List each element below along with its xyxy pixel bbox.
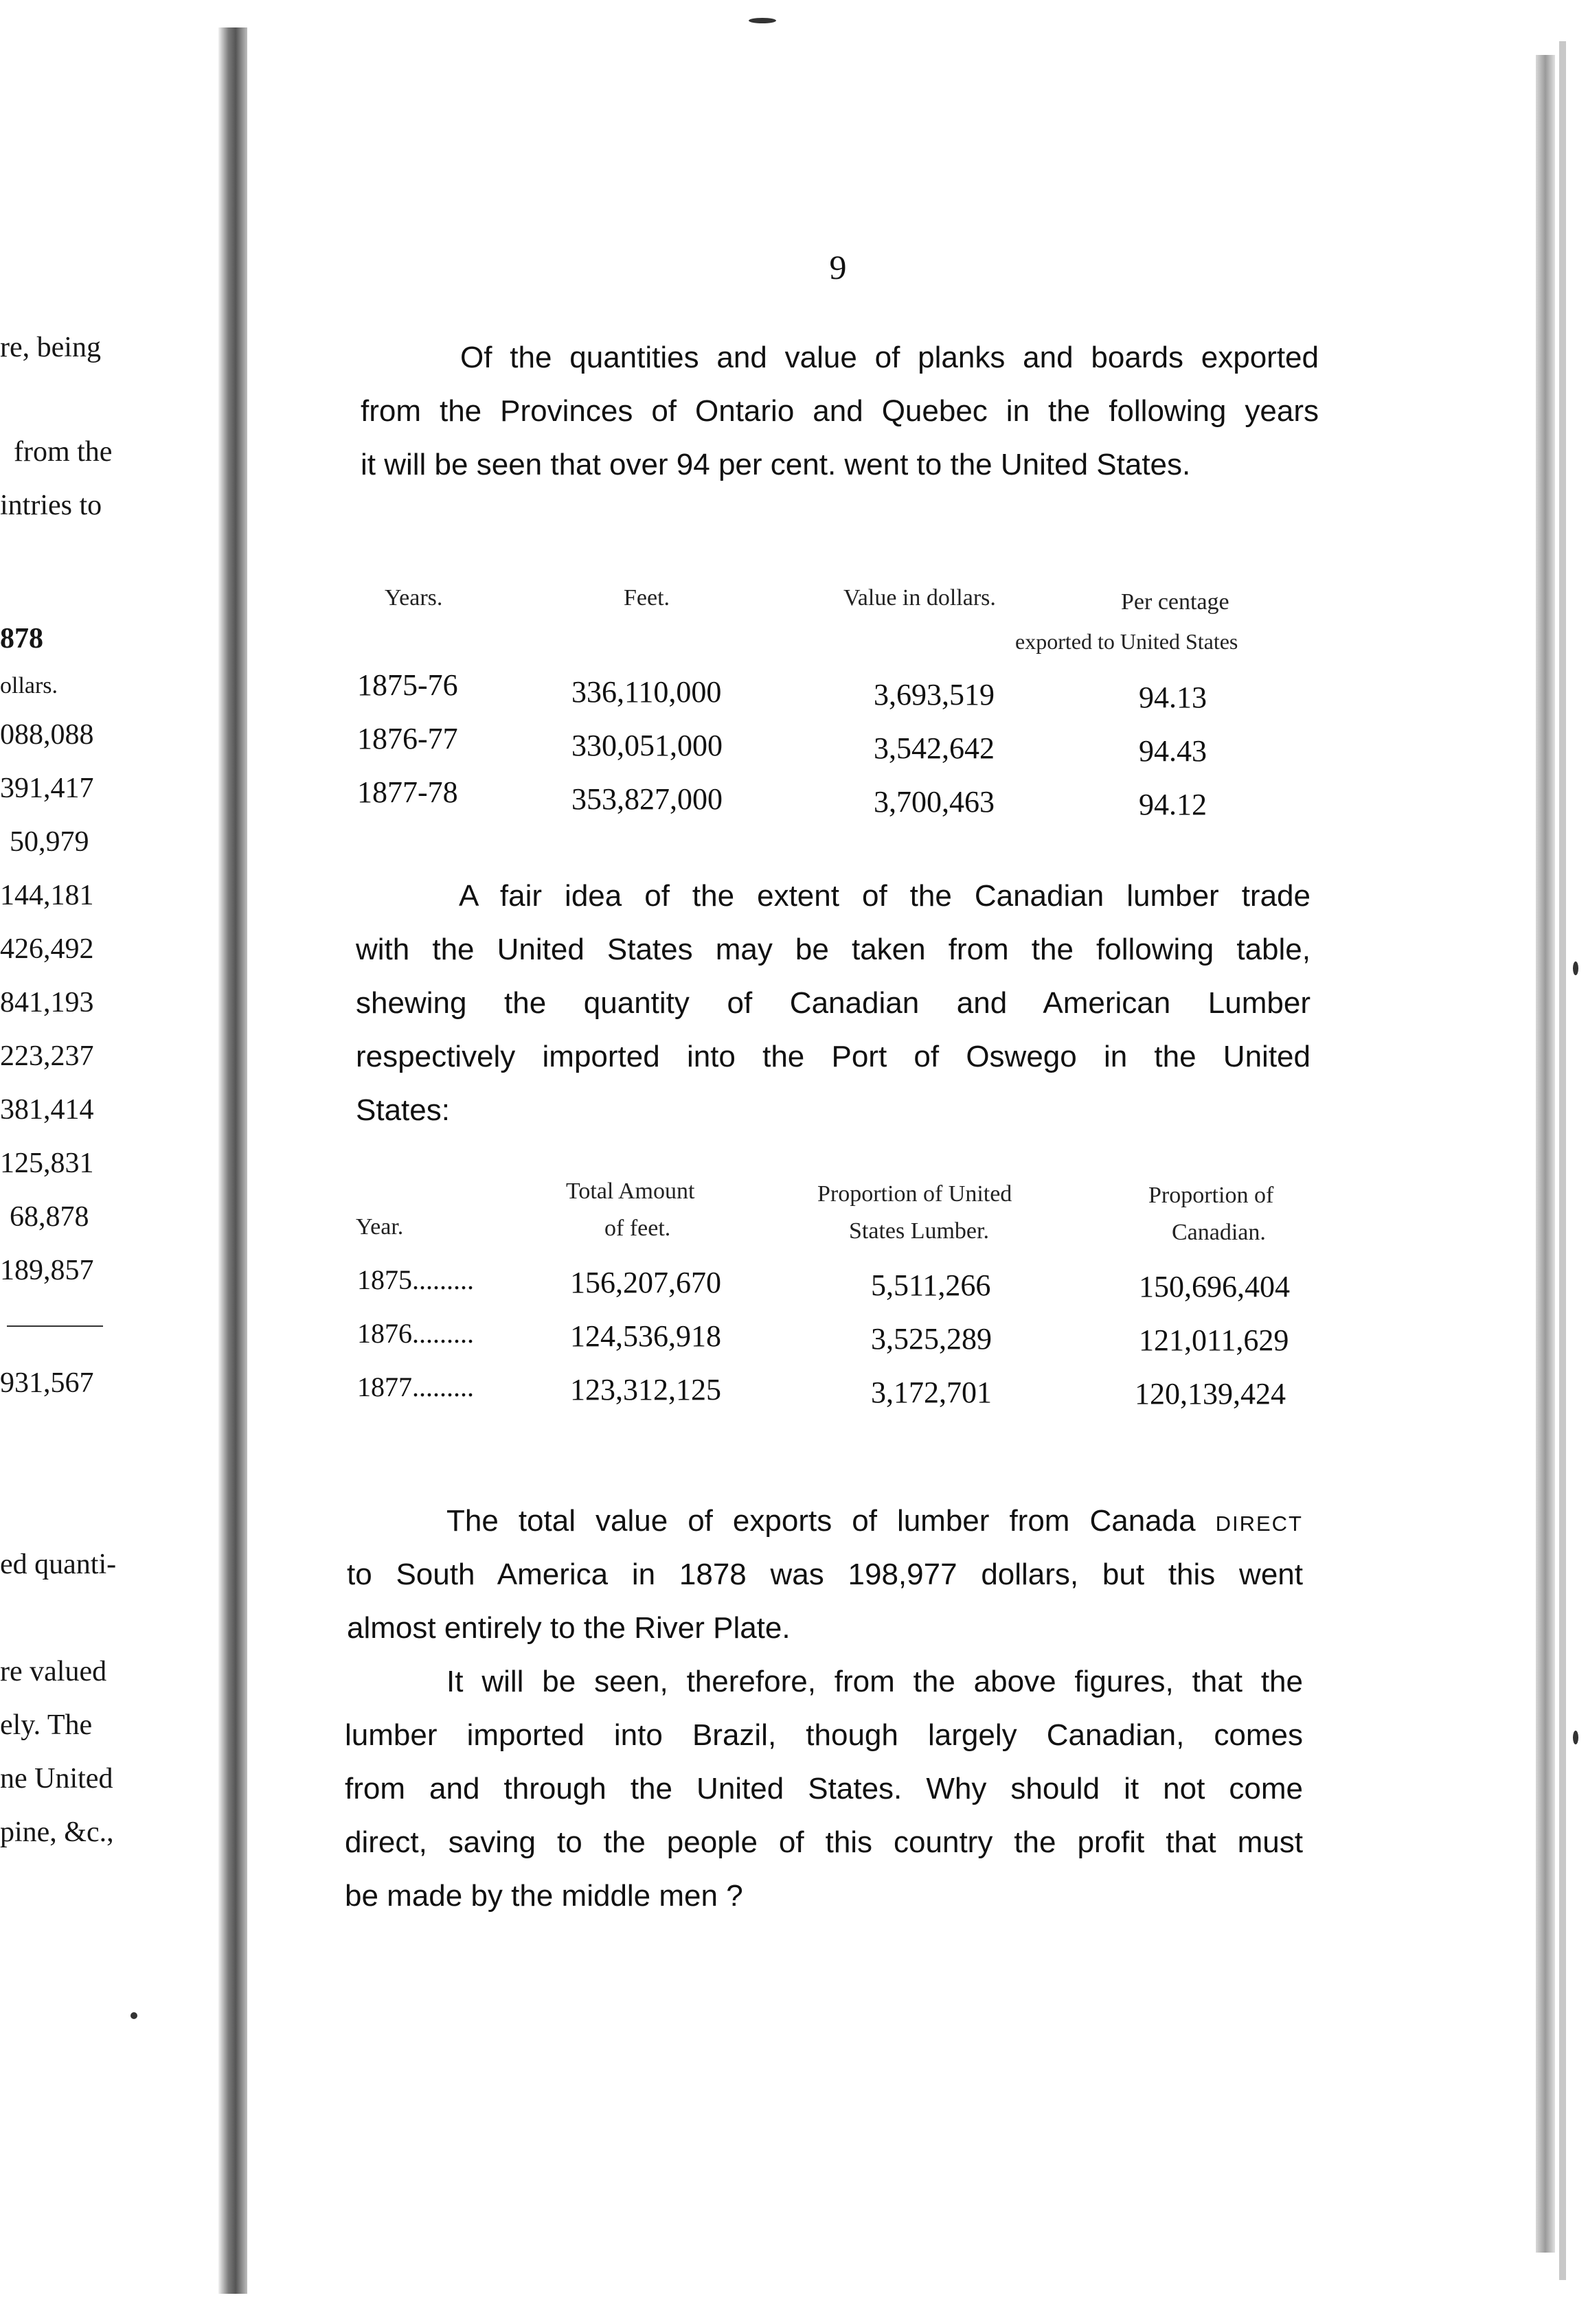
table2-total: 124,536,918 bbox=[570, 1319, 721, 1353]
table1-percent: 94.43 bbox=[1139, 734, 1207, 768]
left-fragment: ely. The bbox=[0, 1709, 93, 1741]
left-fragment: intries to bbox=[0, 490, 102, 521]
left-fragment: 381,414 bbox=[0, 1094, 94, 1126]
table2-canadian: 120,139,424 bbox=[1135, 1377, 1286, 1411]
paragraph-line: direct, saving to the people of this country the profit that must bbox=[345, 1825, 1303, 1859]
left-sum-rule bbox=[7, 1325, 103, 1327]
table1-year: 1877-78 bbox=[357, 775, 458, 809]
table2-us: 5,511,266 bbox=[871, 1268, 991, 1302]
left-fragment: 878 bbox=[0, 623, 43, 654]
table1-year: 1876-77 bbox=[357, 722, 458, 755]
paragraph-line: be made by the middle men ? bbox=[345, 1879, 743, 1913]
table2-year: 1876......... bbox=[357, 1318, 474, 1349]
table2-us: 3,525,289 bbox=[871, 1322, 992, 1356]
paragraph-line: respectively imported into the Port of Oswego in the United bbox=[356, 1040, 1311, 1073]
table1-header-feet: Feet. bbox=[624, 585, 670, 611]
left-fragment: 088,088 bbox=[0, 719, 94, 751]
paragraph-line: almost entirely to the River Plate. bbox=[347, 1611, 791, 1645]
brazil-paragraph bbox=[345, 1655, 1303, 1923]
line-text: The total value of exports of lumber from Canada bbox=[446, 1504, 1216, 1538]
emphasis-direct: direct bbox=[1215, 1504, 1303, 1538]
left-fragment: ne United bbox=[0, 1763, 113, 1795]
table1-feet: 353,827,000 bbox=[571, 782, 723, 816]
paragraph-line bbox=[347, 1494, 1303, 1548]
table1-percent: 94.13 bbox=[1139, 681, 1207, 714]
table2-us: 3,172,701 bbox=[871, 1376, 992, 1409]
table1-header-percentage: Per centage bbox=[1121, 589, 1229, 615]
table1-value: 3,693,519 bbox=[874, 678, 995, 711]
table2-header-canadian-sub: Canadian. bbox=[1172, 1220, 1266, 1245]
left-fragment: 841,193 bbox=[0, 987, 94, 1018]
table1-feet: 336,110,000 bbox=[571, 675, 722, 709]
paragraph-line: Of the quantities and value of planks and boards exported bbox=[460, 341, 1319, 374]
table2-header-total: Total Amount bbox=[566, 1178, 695, 1204]
table2-header-us: Proportion of United bbox=[817, 1181, 1012, 1207]
paragraph-line: A fair idea of the extent of the Canadian lumber trade bbox=[459, 879, 1311, 913]
table1-header-years: Years. bbox=[385, 585, 443, 611]
left-fragment: 125,831 bbox=[0, 1148, 94, 1179]
south-america-paragraph bbox=[347, 1494, 1303, 1655]
oswego-paragraph bbox=[356, 869, 1311, 1137]
page-edge-outer bbox=[1559, 41, 1566, 2280]
paragraph-line: from and through the United States. Why should it not come bbox=[345, 1772, 1303, 1805]
left-fragment: 68,878 bbox=[10, 1201, 89, 1233]
left-fragment: ed quanti- bbox=[0, 1549, 117, 1580]
paragraph-line: to South America in 1878 was 198,977 dollars, but this went bbox=[347, 1558, 1303, 1591]
table2-total: 156,207,670 bbox=[570, 1266, 721, 1299]
left-fragment: 391,417 bbox=[0, 773, 94, 804]
paragraph-line: States: bbox=[356, 1093, 450, 1127]
table1-value: 3,700,463 bbox=[874, 785, 995, 819]
table1-header-percentage-sub: exported to United States bbox=[1015, 629, 1238, 654]
paragraph-line: from the Provinces of Ontario and Quebec in the following years bbox=[361, 394, 1319, 428]
table2-header-total-sub: of feet. bbox=[604, 1216, 671, 1241]
table1-feet: 330,051,000 bbox=[571, 729, 723, 762]
left-fragment: ollars. bbox=[0, 673, 58, 698]
left-fragment: re, being bbox=[0, 332, 101, 363]
scan-speck bbox=[1573, 961, 1578, 975]
table2-year: 1877......... bbox=[357, 1371, 474, 1402]
book-gutter bbox=[218, 27, 247, 2294]
scan-speck bbox=[749, 18, 776, 23]
paragraph-line: it will be seen that over 94 per cent. went to the United States. bbox=[361, 448, 1191, 481]
left-fragment: 426,492 bbox=[0, 933, 94, 965]
scan-speck bbox=[1573, 1731, 1578, 1744]
left-fragment: re valued bbox=[0, 1656, 107, 1687]
table2-header-year: Year. bbox=[356, 1214, 404, 1240]
table1-header-value: Value in dollars. bbox=[843, 585, 996, 611]
left-fragment: 931,567 bbox=[0, 1367, 94, 1399]
table2-canadian: 150,696,404 bbox=[1139, 1270, 1290, 1303]
table2-year: 1875......... bbox=[357, 1264, 474, 1295]
left-fragment: 50,979 bbox=[10, 826, 89, 858]
intro-paragraph bbox=[361, 331, 1319, 492]
left-fragment: from the bbox=[14, 436, 113, 468]
left-fragment: 223,237 bbox=[0, 1040, 94, 1072]
paragraph-line: with the United States may be taken from the following table, bbox=[356, 933, 1311, 966]
left-facing-page bbox=[0, 0, 230, 2324]
paragraph-line: shewing the quantity of Canadian and American Lumber bbox=[356, 986, 1311, 1020]
table2-total: 123,312,125 bbox=[570, 1373, 721, 1406]
table1-value: 3,542,642 bbox=[874, 731, 995, 765]
table1-year: 1875-76 bbox=[357, 668, 458, 702]
table2-header-us-sub: States Lumber. bbox=[849, 1218, 989, 1244]
paragraph-line: It will be seen, therefore, from the above figures, that the bbox=[446, 1665, 1303, 1698]
page-number: 9 bbox=[829, 248, 847, 286]
table2-canadian: 121,011,629 bbox=[1139, 1323, 1289, 1357]
left-fragment: 189,857 bbox=[0, 1255, 94, 1286]
scan-speck bbox=[131, 2012, 137, 2019]
paragraph-line: lumber imported into Brazil, though largely Canadian, comes bbox=[345, 1718, 1303, 1752]
left-fragment: pine, &c., bbox=[0, 1816, 114, 1848]
page-edge bbox=[1536, 55, 1555, 2253]
table1-percent: 94.12 bbox=[1139, 788, 1207, 821]
table2-header-canadian: Proportion of bbox=[1148, 1183, 1274, 1208]
left-fragment: 144,181 bbox=[0, 880, 94, 911]
